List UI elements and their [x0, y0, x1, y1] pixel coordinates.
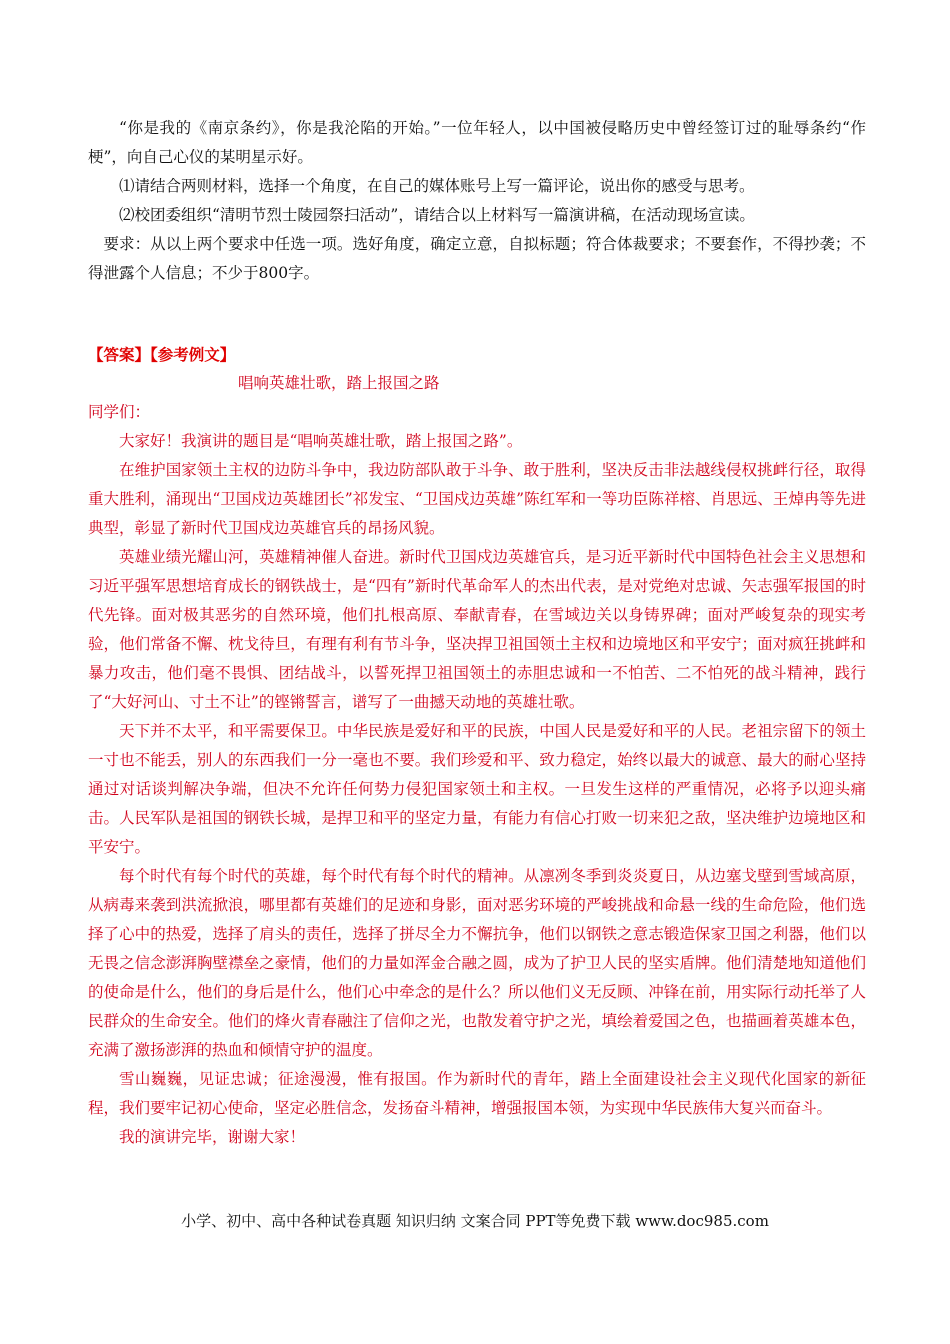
essay-salutation: 同学们： [88, 403, 151, 421]
answer-heading: 【答案】【参考例文】 [88, 345, 236, 364]
prompt-option-1: ⑴请结合两则材料，选择一个角度，在自己的媒体账号上写一篇评论，说出你的感受与思考。 [119, 177, 755, 195]
essay-paragraph: 在维护国家领土主权的边防斗争中，我边防部队敢于斗争、敢于胜利，坚决反击非法越线侵权挑衅行径，取得重大胜利，涌现出“卫国戍边英雄团长”祁发宝、“卫国戍边英雄”陈红军和一等功臣陈祥榕、肖思远、王焯冉等先进典型，彰显了新时代卫国戍边英雄官兵的昂扬风貌。 [88, 461, 866, 537]
essay-prompt [88, 114, 866, 288]
prompt-option-2: ⑵校团委组织“清明节烈士陵园祭扫活动”，请结合以上材料写一篇演讲稿，在活动现场宣读。 [119, 206, 755, 224]
essay-paragraph: 大家好！我演讲的题目是“唱响英雄壮歌，踏上报国之路”。 [119, 432, 523, 450]
prompt-material: “你是我的《南京条约》，你是我沦陷的开始。”一位年轻人，以中国被侵略历史中曾经签订过的耻辱条约“作梗”，向自己心仪的某明星示好。 [88, 119, 866, 166]
page-footer: 小学、初中、高中各种试卷真题 知识归纳 文案合同 PPT等免费下载 www.doc985.com [181, 1212, 769, 1230]
essay-paragraph: 英雄业绩光耀山河，英雄精神催人奋进。新时代卫国戍边英雄官兵，是习近平新时代中国特色社会主义思想和习近平强军思想培育成长的钢铁战士，是“四有”新时代革命军人的杰出代表，是对党绝对忠诚、矢志强军报国的时代先锋。面对极其恶劣的自然环境，他们扎根高原、奉献青春，在雪域边关以身铸界碑；面对严峻复杂的现实考验，他们常备不懈、枕戈待旦，有理有利有节斗争，坚决捍卫祖国领土主权和边境地区和平安宁；面对疯狂挑衅和暴力攻击，他们毫不畏惧、团结战斗，以誓死捍卫祖国领土的赤胆忠诚和一不怕苦、二不怕死的战斗精神，践行了“大好河山、寸土不让”的铿锵誓言，谱写了一曲撼天动地的英雄壮歌。 [88, 548, 866, 711]
essay-paragraph: 我的演讲完毕，谢谢大家！ [119, 1128, 306, 1146]
essay-body [88, 427, 866, 1152]
essay-paragraph: 天下并不太平，和平需要保卫。中华民族是爱好和平的民族，中国人民是爱好和平的人民。老祖宗留下的领土一寸也不能丢，别人的东西我们一分一毫也不要。我们珍爱和平、致力稳定，始终以最大的诚意、最大的耐心坚持通过对话谈判解决争端，但决不允许任何势力侵犯国家领土和主权。一旦发生这样的严重情况，必将予以迎头痛击。人民军队是祖国的钢铁长城，是捍卫和平的坚定力量，有能力有信心打败一切来犯之敌，坚决维护边境地区和平安宁。 [88, 722, 866, 856]
essay-title: 唱响英雄壮歌，踏上报国之路 [238, 374, 440, 392]
prompt-requirements: 要求：从以上两个要求中任选一项。选好角度，确定立意，自拟标题；符合体裁要求；不要套作，不得抄袭；不得泄露个人信息；不少于800字。 [88, 235, 866, 282]
essay-paragraph: 每个时代有每个时代的英雄，每个时代有每个时代的精神。从凛冽冬季到炎炎夏日，从边塞戈壁到雪域高原，从病毒来袭到洪流掀浪，哪里都有英雄们的足迹和身影，面对恶劣环境的严峻挑战和命悬一线的生命危险，他们选择了心中的热爱，选择了肩头的责任，选择了拼尽全力不懈抗争，他们以钢铁之意志锻造保家卫国之利器，他们以无畏之信念澎湃胸壁襟垒之豪情，他们的力量如浑金合融之圆，成为了护卫人民的坚实盾牌。他们清楚地知道他们的使命是什么，他们的身后是什么，他们心中牵念的是什么？所以他们义无反顾、冲锋在前，用实际行动托举了人民群众的生命安全。他们的烽火青春融注了信仰之光，也散发着守护之光，填绘着爱国之色，也描画着英雄本色，充满了激扬澎湃的热血和倾情守护的温度。 [88, 867, 866, 1059]
essay-paragraph: 雪山巍巍，见证忠诚；征途漫漫，惟有报国。作为新时代的青年，踏上全面建设社会主义现代化国家的新征程，我们要牢记初心使命，坚定必胜信念，发扬奋斗精神，增强报国本领，为实现中华民族伟大复兴而奋斗。 [88, 1070, 866, 1117]
answer-section [88, 340, 866, 1152]
